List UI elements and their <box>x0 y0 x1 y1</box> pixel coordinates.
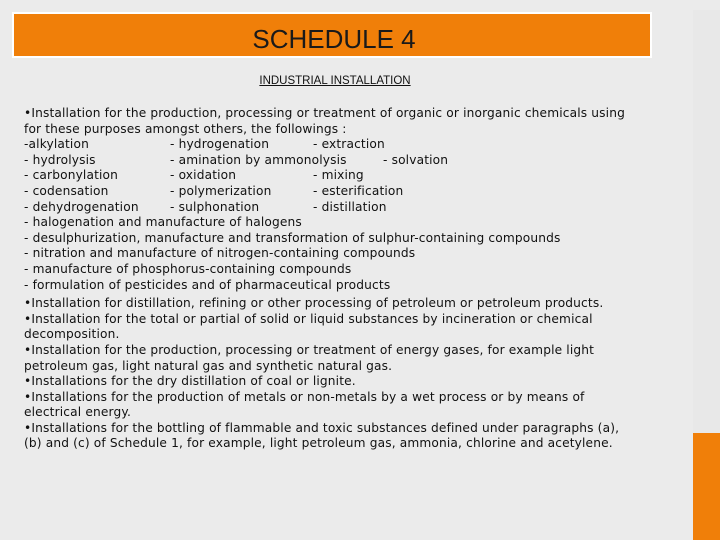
bullet-line: •Installation for the production, processing or treatment of energy gases, for example light <box>24 342 595 357</box>
process-item: - polymerization <box>170 183 272 198</box>
process-list-item: - manufacture of phosphorus-containing compounds <box>24 261 352 276</box>
process-item: - extraction <box>313 137 385 152</box>
process-list-item: - formulation of pesticides and of pharmaceutical products <box>24 277 391 292</box>
process-item: - esterification <box>313 183 404 198</box>
process-item: - amination by ammonolysis <box>170 152 347 167</box>
slide-title: SCHEDULE 4 <box>252 24 416 54</box>
process-list-item: - halogenation and manufacture of halogens <box>24 215 302 230</box>
bullet-line: •Installation for distillation, refining or other processing of petroleum or petroleum products. <box>24 296 604 311</box>
process-item: - sulphonation <box>170 199 260 214</box>
process-item: - distillation <box>313 199 387 214</box>
intro-line: for these purposes amongst others, the followings : <box>24 121 347 136</box>
intro-line: •Installation for the production, processing or treatment of organic or inorganic chemicals using <box>24 106 625 120</box>
process-item: - solvation <box>383 152 449 167</box>
process-item: - carbonylation <box>24 168 119 183</box>
process-row <box>24 184 664 200</box>
bullet-line: •Installations for the production of metals or non-metals by a wet process or by means of <box>24 389 585 404</box>
side-accent-orange <box>693 433 720 540</box>
process-row <box>24 200 664 216</box>
process-item: -alkylation <box>24 137 89 152</box>
process-row <box>24 137 664 153</box>
process-row <box>24 168 664 184</box>
bullet-line: (b) and (c) of Schedule 1, for example, light petroleum gas, ammonia, chlorine and acetylene. <box>24 436 613 451</box>
process-item: - oxidation <box>170 168 237 183</box>
process-item: - hydrolysis <box>24 152 96 167</box>
bullet-line: petroleum gas, light natural gas and synthetic natural gas. <box>24 358 393 373</box>
process-item: - hydrogenation <box>170 137 270 152</box>
bullet-line: •Installations for the bottling of flammable and toxic substances defined under paragraphs (a), <box>24 420 620 435</box>
process-item: - mixing <box>313 168 364 183</box>
process-item: - codensation <box>24 183 109 198</box>
bullet-line: electrical energy. <box>24 405 131 420</box>
bullet-line: •Installation for the total or partial of solid or liquid substances by incineration or chemical <box>24 311 593 326</box>
content-body <box>24 106 664 452</box>
bullet-line: •Installations for the dry distillation of coal or lignite. <box>24 374 356 389</box>
process-list-item: - nitration and manufacture of nitrogen-containing compounds <box>24 246 416 261</box>
bullet-line: decomposition. <box>24 327 120 342</box>
section-subtitle: INDUSTRIAL INSTALLATION <box>259 75 411 87</box>
process-list-item: - desulphurization, manufacture and transformation of sulphur-containing compounds <box>24 230 561 245</box>
process-item: - dehydrogenation <box>24 199 139 214</box>
title-bar <box>12 12 652 58</box>
process-row <box>24 153 664 169</box>
